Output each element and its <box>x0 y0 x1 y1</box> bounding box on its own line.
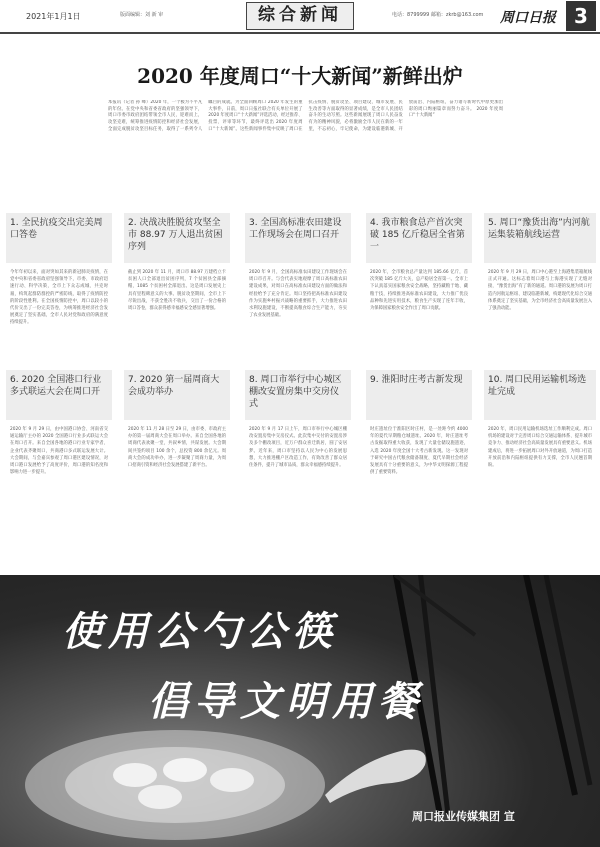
topic-title: 5. 周口“豫货出海”内河航运集装箱航线运营 <box>484 213 596 263</box>
topic-title: 1. 全民抗疫交出完美周口答卷 <box>6 213 112 263</box>
topic-7 <box>124 370 230 570</box>
topic-4 <box>366 213 472 393</box>
topic-1 <box>6 213 112 393</box>
topic-title: 2. 决战决胜脱贫攻坚全市 88.97 万人退出贫困序列 <box>124 213 230 263</box>
slogan-line-1: 使用公勺公筷 <box>62 608 338 655</box>
topic-8 <box>245 370 351 570</box>
topic-title: 7. 2020 第一届周商大会成功举办 <box>124 370 230 420</box>
page-number: 3 <box>566 1 596 31</box>
topic-body: 2020 年 9 月 17 日上午，周口市举行中心城区棚改安置房集中交房仪式。此次集中交付的安置房涉及多个棚改项目，近万户群众喜迁新居，圆了安居梦。近年来，周口市坚持以人民为中心的发展思想，大力推进棚户区改造工作，有效改善了群众居住条件，提升了城市品质，群众幸福感持续提升。 <box>249 427 347 469</box>
civility-banner <box>0 575 600 847</box>
topic-body: 2020 年 9 月，全国高标准农田建设工作现场会在周口市召开。与会代表实地观摩了周口高标准农田建设成果，对周口在高标准农田建设方面的做法和经验给予了充分肯定。周口坚持把高标准农田建设作为实施乡村振兴战略的重要抓手，大力推进农田水利设施建设，不断提高粮食综合生产能力，夯实了农业发展基础。 <box>249 270 347 319</box>
topic-5 <box>484 213 596 393</box>
topic-title: 4. 我市粮食总产首次突破 185 亿斤稳居全省第一 <box>366 213 472 263</box>
topic-9 <box>366 370 472 570</box>
topic-body: 2020 年，全市粮食总产量达到 185.66 亿斤，首次突破 185 亿斤大关，总产稳居全省第一。全市上下认真落实国家粮食安全战略，坚持藏粮于地、藏粮于技，持续推进高标准农田建设，大力推广优良品种和先进实用技术，粮食生产实现了连年丰收，为保障国家粮食安全作出了周口贡献。 <box>370 270 468 312</box>
topic-6 <box>6 370 112 570</box>
section-title: 综合新闻 <box>246 2 354 30</box>
topic-title: 6. 2020 全国港口行业多式联运大会在周口开 <box>6 370 112 420</box>
topic-title: 10. 周口民用运输机场选址完成 <box>484 370 596 420</box>
topic-title: 8. 周口市举行中心城区棚改安置房集中交房仪式 <box>245 370 351 420</box>
topic-body: 2020 年，周口民用运输机场选址工作顺利完成。周口机场的建设对于完善周口综合交通运输体系、提升城市竞争力、推动经济社会高质量发展具有重要意义。机场建成后，将进一步拓展周口对外开放通道，为周口打造开放前沿和内陆枢纽提供有力支撑，全市人民翘首期盼。 <box>488 427 592 469</box>
topic-title: 9. 淮阳时庄考古新发现 <box>366 370 472 420</box>
topic-2 <box>124 213 230 393</box>
issue-date: 2021年1月1日 <box>26 12 81 21</box>
spoon-icon <box>325 750 426 803</box>
topic-title: 3. 全国高标准农田建设工作现场会在周口召开 <box>245 213 351 263</box>
topic-3 <box>245 213 351 393</box>
topic-body: 截止到 2020 年 11 月，周口市 88.97 万建档立卡贫困人口全部退出贫困序列，7 个贫困县全部摘帽，1085 个贫困村全部退出。这是周口发展史上具有里程碑意义的大事。脱贫攻坚期间，全市上下尽锐出战，不获全胜决不收兵，交出了一份合格的周口答卷，群众获得感幸福感安全感显著增强。 <box>128 270 226 312</box>
contact-info: 电话：8799999 邮箱：zkrb@163.com <box>392 12 484 18</box>
topic-body: 今年年初以来，面对突如其来的新冠肺炎疫情，在党中央和省委省政府坚强领导下，市委、市政府迅速行动、科学决策，全市上下众志成城、共克时艰，构筑起群防群控的严密防线，取得了疫情防控的阶段性胜利。在全国疫情防控中，周口以较小的代价交出了一份完美答卷，为统筹推进经济社会发展奠定了坚实基础，全市人民对党和政府的满意度持续提升。 <box>10 270 108 326</box>
dumpling-icon <box>163 758 207 782</box>
editor-credits: 版面编辑：刘 新 审 <box>120 12 164 18</box>
topic-body: 2020 年 9 月 29 日，由中国港口协会、河南省交通运输厅主办的 2020 全国港口行业多式联运大会在周口召开。来自全国各地的港口行业专家学者、企业代表齐聚周口，共商港口多式联运发展大计。大会期间，与会嘉宾参观了周口港区建设情况，对周口港口发展给予了高度评价，周口港的知名度和影响力进一步提升。 <box>10 427 108 476</box>
newspaper-logo: 周口日报 <box>500 10 556 26</box>
topic-body: 时庄遗址位于淮阳区时庄村，是一处距今约 4000 年的夏代早期粮仓城遗址。2020 年，时庄遗址考古发掘取得重大收获，发现了大量仓储设施遗迹，入选 2020 年度全国十大考古新发现。这一发现对于研究中国古代粮食储备制度、夏代早期社会经济发展具有十分重要的意义，为中华文明探源工程提供了重要资料。 <box>370 427 468 476</box>
topic-body: 2020 年 11 月 28 日至 29 日，由市委、市政府主办的第一届周商大会在周口举办。来自全国各地的周商代表欢聚一堂，共叙乡情，共谋发展。大会期间共签约项目 100 余个，总投资 800 余亿元。周商大会的成功举办，进一步凝聚了周商力量，为周口招商引资和经济社会发展搭建了新平台。 <box>128 427 226 469</box>
dumpling-icon <box>138 785 182 809</box>
lead-article: 本报讯（记者 孙 峰）2020 年，一个极为不平凡的年份。在党中央和省委省政府的坚强领导下，周口市委市政府团结带领全市人民，迎难而上，攻坚克难，统筹推进疫情防控和经济社会发展，全面完成脱贫攻坚目标任务，取得了一系列令人瞩目的成就。为全面回顾周口 2020 年发生的重大事件，日前，周口日报社联合有关单位开展了 2020 年度周口“十大新闻”评选活动，经过推荐、投票、评审等环节，最终评选出 2020 年度周口“十大新闻”。这些新闻事件集中反映了周口在抗击疫情、脱贫攻坚、项目建设、城市发展、民生改善等方面取得的显著成绩，是全市人民团结奋斗的生动写照。这些新闻展现了周口人民奋发有为的精神风貌，必将激励全市人民在新的一年里，不忘初心，牢记使命，为建设临港新城、开放前沿、内陆枢纽，奋力谱写新时代中原更加出彩的周口绚丽篇章而努力奋斗。 2020 年度周口“十大新闻” <box>108 100 503 132</box>
publisher-credit: 周口报业传媒集团 宣 <box>412 810 515 823</box>
topic-10 <box>484 370 596 570</box>
dumpling-icon <box>113 763 157 787</box>
page-header <box>0 0 600 34</box>
main-headline: 2020 年度周口“十大新闻”新鲜出炉 <box>137 64 463 88</box>
slogan-line-2: 倡导文明用餐 <box>148 678 424 725</box>
topic-body: 2020 年 9 月 29 日，周口中心港至上海港集装箱航线正式开通。这标志着周口港与上海港实现了无缝对接，“豫货出海”有了新的通道。周口港的发展为周口打造内河航运枢纽、建设临港新城、构建现代化综合交通体系奠定了坚实基础，为全市经济社会高质量发展注入了强劲动能。 <box>488 270 592 312</box>
dumpling-icon <box>210 768 254 792</box>
